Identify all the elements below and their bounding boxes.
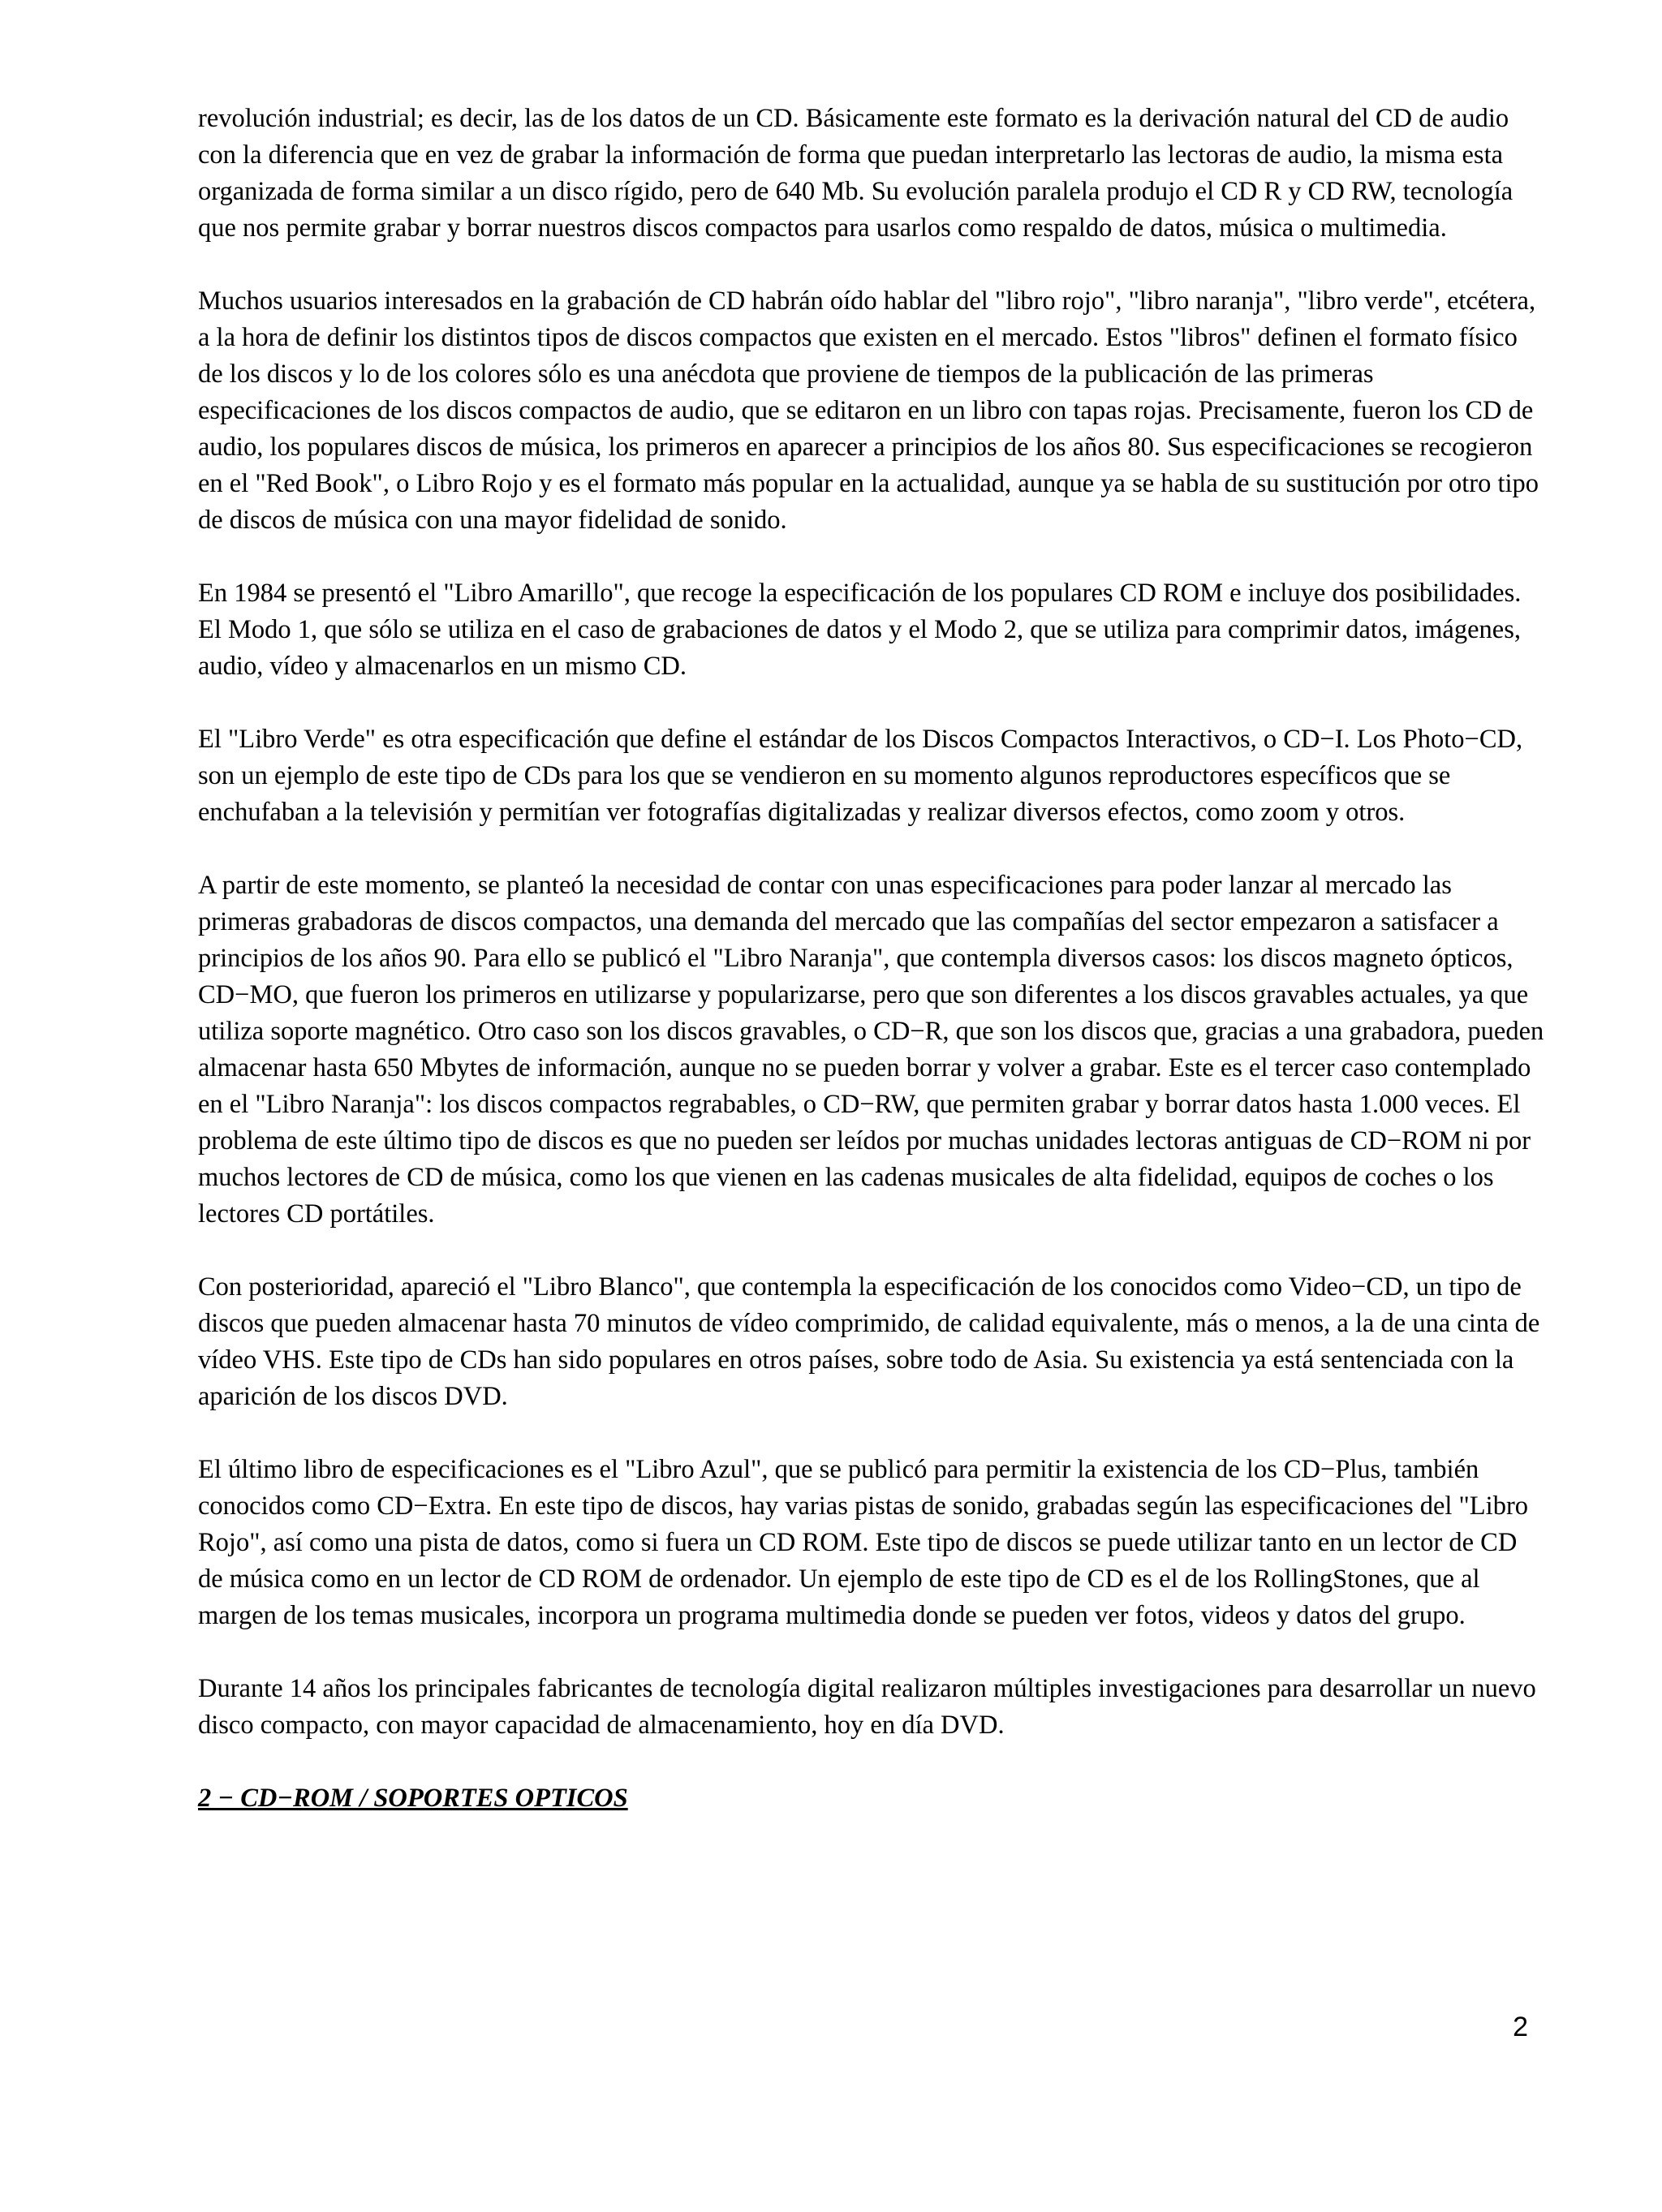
document-body xyxy=(198,101,1545,1817)
paragraph-dvd-development: Durante 14 años los principales fabricantes de tecnología digital realizaron múltiples investigaciones para desarrollar un nuevo disco compacto, con mayor capacidad de almacenamiento, hoy en día DVD. xyxy=(198,1674,1536,1740)
paragraph-blue-book: El último libro de especificaciones es el "Libro Azul", que se publicó para permitir la existencia de los CD−Plus, también conocidos como CD−Extra. En este tipo de discos, hay varias pistas de sonido, grabadas según las especificaciones del "Libro Rojo", así como una pista de datos, como si fuera un CD ROM. Este tipo de discos se puede utilizar tanto en un lector de CD de música como en un lector de CD ROM de ordenador. Un ejemplo de este tipo de CD es el de los RollingStones, que al margen de los temas musicales, incorpora un programa multimedia donde se pueden ver fotos, videos y datos del grupo. xyxy=(198,1455,1529,1630)
paragraph-color-books: Muchos usuarios interesados en la grabación de CD habrán oído hablar del "libro rojo", "libro naranja", "libro verde", etcétera, a la hora de definir los distintos tipos de discos compactos que existen en el mercado. Estos "libros" definen el formato físico de los discos y lo de los colores sólo es una anécdota que proviene de tiempos de la publicación de las primeras especificaciones de los discos compactos de audio, que se editaron en un libro con tapas rojas. Precisamente, fueron los CD de audio, los populares discos de música, los primeros en aparecer a principios de los años 80. Sus especificaciones se recogieron en el "Red Book", o Libro Rojo y es el formato más popular en la actualidad, aunque ya se habla de su sustitución por otro tipo de discos de música con una mayor fidelidad de sonido. xyxy=(198,286,1539,535)
paragraph-white-book: Con posterioridad, apareció el "Libro Blanco", que contempla la especificación de los conocidos como Video−CD, un tipo de discos que pueden almacenar hasta 70 minutos de vídeo comprimido, de calidad equivalente, más o menos, a la de una cinta de vídeo VHS. Este tipo de CDs han sido populares en otros países, sobre todo de Asia. Su existencia ya está sentenciada con la aparición de los discos DVD. xyxy=(198,1272,1540,1411)
paragraph-orange-book: A partir de este momento, se planteó la necesidad de contar con unas especificaciones para poder lanzar al mercado las primeras grabadoras de discos compactos, una demanda del mercado que las compañías del sector empezaron a satisfacer a principios de los años 90. Para ello se publicó el "Libro Naranja", que contempla diversos casos: los discos magneto ópticos, CD−MO, que fueron los primeros en utilizarse y popularizarse, pero que son diferentes a los discos gravables actuales, ya que utiliza soporte magnético. Otro caso son los discos gravables, o CD−R, que son los discos que, gracias a una grabadora, pueden almacenar hasta 650 Mbytes de información, aunque no se pueden borrar y volver a grabar. Este es el tercer caso contemplado en el "Libro Naranja": los discos compactos regrabables, o CD−RW, que permiten grabar y borrar datos hasta 1.000 veces. El problema de este último tipo de discos es que no pueden ser leídos por muchas unidades lectoras antiguas de CD−ROM ni por muchos lectores de CD de música, como los que vienen en las cadenas musicales de alta fidelidad, equipos de coches o los lectores CD portátiles. xyxy=(198,871,1544,1229)
paragraph-cd-data-format: revolución industrial; es decir, las de los datos de un CD. Básicamente este formato es la derivación natural del CD de audio con la diferencia que en vez de grabar la información de forma que puedan interpretarlo las lectoras de audio, la misma esta organizada de forma similar a un disco rígido, pero de 640 Mb. Su evolución paralela produjo el CD R y CD RW, tecnología que nos permite grabar y borrar nuestros discos compactos para usarlos como respaldo de datos, música o multimedia. xyxy=(198,104,1513,243)
page-number: 2 xyxy=(1513,2012,1528,2042)
paragraph-yellow-book: En 1984 se presentó el "Libro Amarillo", que recoge la especificación de los populares CD ROM e incluye dos posibilidades. El Modo 1, que sólo se utiliza en el caso de grabaciones de datos y el Modo 2, que se utiliza para comprimir datos, imágenes, audio, vídeo y almacenarlos en un mismo CD. xyxy=(198,579,1522,681)
paragraph-green-book: El "Libro Verde" es otra especificación que define el estándar de los Discos Compactos Interactivos, o CD−I. Los Photo−CD, son un ejemplo de este tipo de CDs para los que se vendieron en su momento algunos reproductores específicos que se enchufaban a la televisión y permitían ver fotografías digitalizadas y realizar diversos efectos, como zoom y otros. xyxy=(198,725,1523,827)
section-heading: 2 − CD−ROM / SOPORTES OPTICOS xyxy=(198,1784,628,1813)
